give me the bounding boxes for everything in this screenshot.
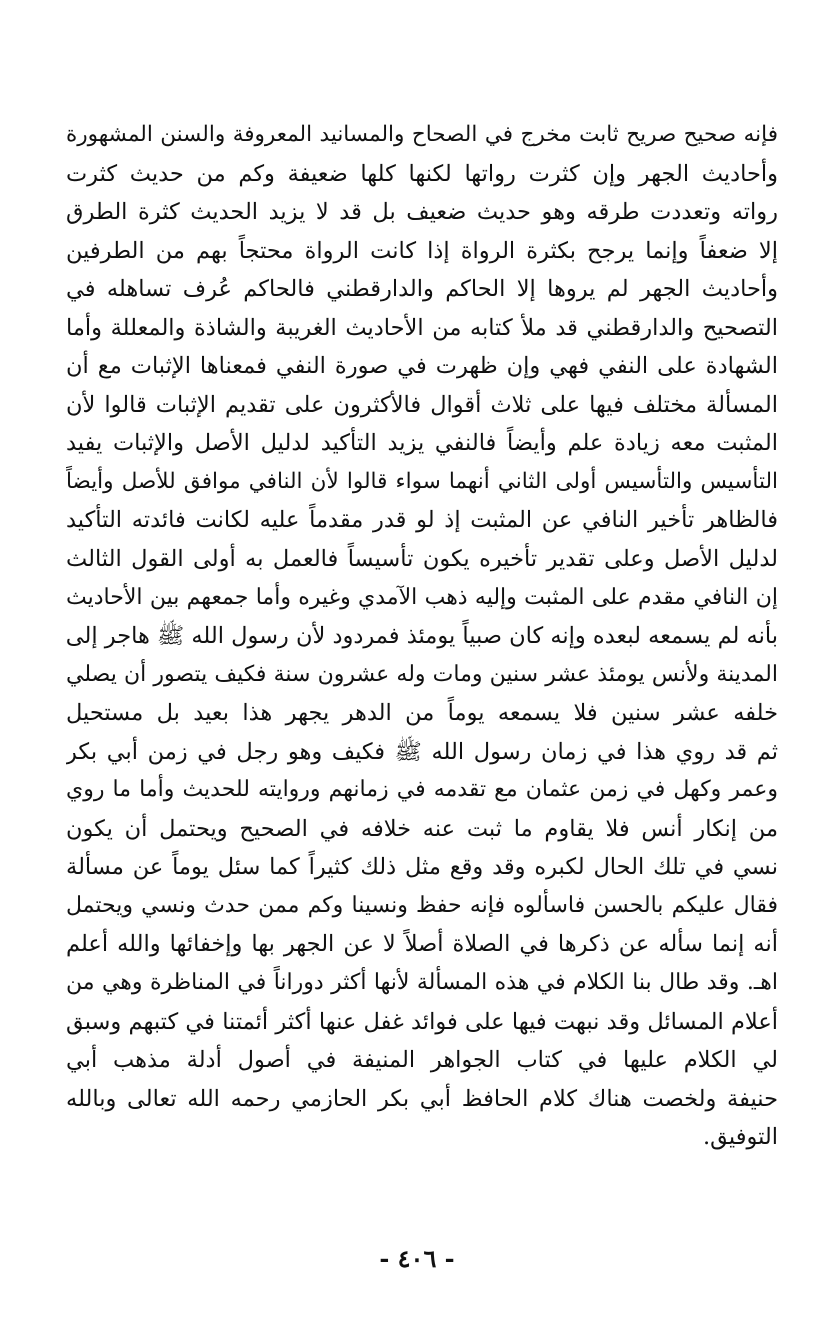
text-line: المدينة ولأنس يومئذ عشر سنين ومات وله عشرون سنة فكيف يتصور أن يصلي — [66, 661, 778, 687]
text-line: من إنكار أنس فلا يقاوم ما ثبت عنه خلافه في الصحيح ويحتمل أن يكون — [66, 815, 778, 842]
text-line: التصحيح والدارقطني قد ملأ كتابه من الأحاديث الغريبة والشاذة والمعللة وأما — [66, 314, 778, 341]
text-line: خلفه عشر سنين فلا يسمعه يوماً من الدهر يجهر هذا بعيد بل مستحيل — [66, 700, 778, 727]
text-line: فإنه صحيح صريح ثابت مخرج في الصحاح والمسانيد المعروفة والسنن المشهورة — [66, 122, 778, 147]
text-line: أعلام المسائل وقد نبهت فيها على فوائد غفل عنها أكثر أئمتنا في كتبهم وسبق — [66, 1008, 778, 1035]
text-line: نسي في تلك الحال لكبره وقد وقع مثل ذلك كثيراً كما سئل يوماً عن مسألة — [66, 854, 778, 881]
text-line: أنه إنما سأله عن ذكرها في الصلاة أصلاً لا عن الجهر بها وإخفائها والله أعلم — [66, 931, 778, 958]
text-line: المسألة مختلف فيها على ثلاث أقوال فالأكثرون على تقديم الإثبات قالوا لأن — [66, 391, 778, 418]
text-line: وعمر وكهل في زمن عثمان مع تقدمه في زمانهم وروايته للحديث وأما ما روي — [66, 777, 778, 803]
text-line-last: التوفيق. — [703, 1124, 778, 1151]
text-line: فالظاهر تأخير النافي عن المثبت إذ لو قدر مقدماً عليه لكانت فائدته التأكيد — [66, 507, 778, 534]
text-line: رواته وتعددت طرقه وهو حديث ضعيف بل قد لا يزيد الحديث كثرة الطرق — [66, 199, 778, 226]
text-line: الشهادة على النفي فهي وإن ظهرت في صورة النفي فمعناها الإثبات مع أن — [66, 353, 778, 380]
text-line: المثبت معه زيادة علم وأيضاً فالنفي يزيد التأكيد لدليل الأصل والإثبات يفيد — [66, 430, 778, 457]
text-line: إن النافي مقدم على المثبت وإليه ذهب الآمدي وغيره وأما جمعهم بين الأحاديث — [66, 584, 778, 610]
page-number: - ٤٠٦ - — [379, 1244, 455, 1273]
body-text — [66, 116, 778, 1157]
text-line: وأحاديث الجهر لم يروها إلا الحاكم والدارقطني فالحاكم عُرف تساهله في — [66, 276, 778, 303]
text-line: ثم قد روي هذا في زمان رسول الله ﷺ فكيف وهو رجل في زمن أبي بكر — [66, 738, 778, 765]
text-line: حنيفة ولخصت هناك كلام الحافظ أبي بكر الحازمي رحمه الله تعالى وبالله — [66, 1085, 778, 1112]
text-line: التأسيس والتأسيس أولى الثاني أنهما سواء قالوا لأن النافي موافق للأصل وأيضاً — [66, 468, 778, 494]
text-line: اهـ. وقد طال بنا الكلام في هذه المسألة لأنها أكثر دوراناً في المناظرة وهي من — [66, 970, 778, 996]
text-line: بأنه لم يسمعه لبعده وإنه كان صبياً يومئذ فمردود لأن رسول الله ﷺ هاجر إلى — [66, 623, 778, 650]
text-line: لدليل الأصل وعلى تقدير تأخيره يكون تأسيساً فالعمل به أولى القول الثالث — [66, 546, 778, 573]
text-line: وأحاديث الجهر وإن كثرت رواتها لكنها كلها ضعيفة وكم من حديث كثرت — [66, 160, 778, 187]
text-line: فقال عليكم بالحسن فاسألوه فإنه حفظ ونسينا وكم ممن حدث ونسي ويحتمل — [66, 892, 778, 918]
text-line: لي الكلام عليها في كتاب الجواهر المنيفة في أصول أدلة مذهب أبي — [66, 1047, 778, 1074]
text-line: إلا ضعفاً وإنما يرجح بكثرة الرواة إذا كانت الرواة محتجاً بهم من الطرفين — [66, 237, 778, 264]
